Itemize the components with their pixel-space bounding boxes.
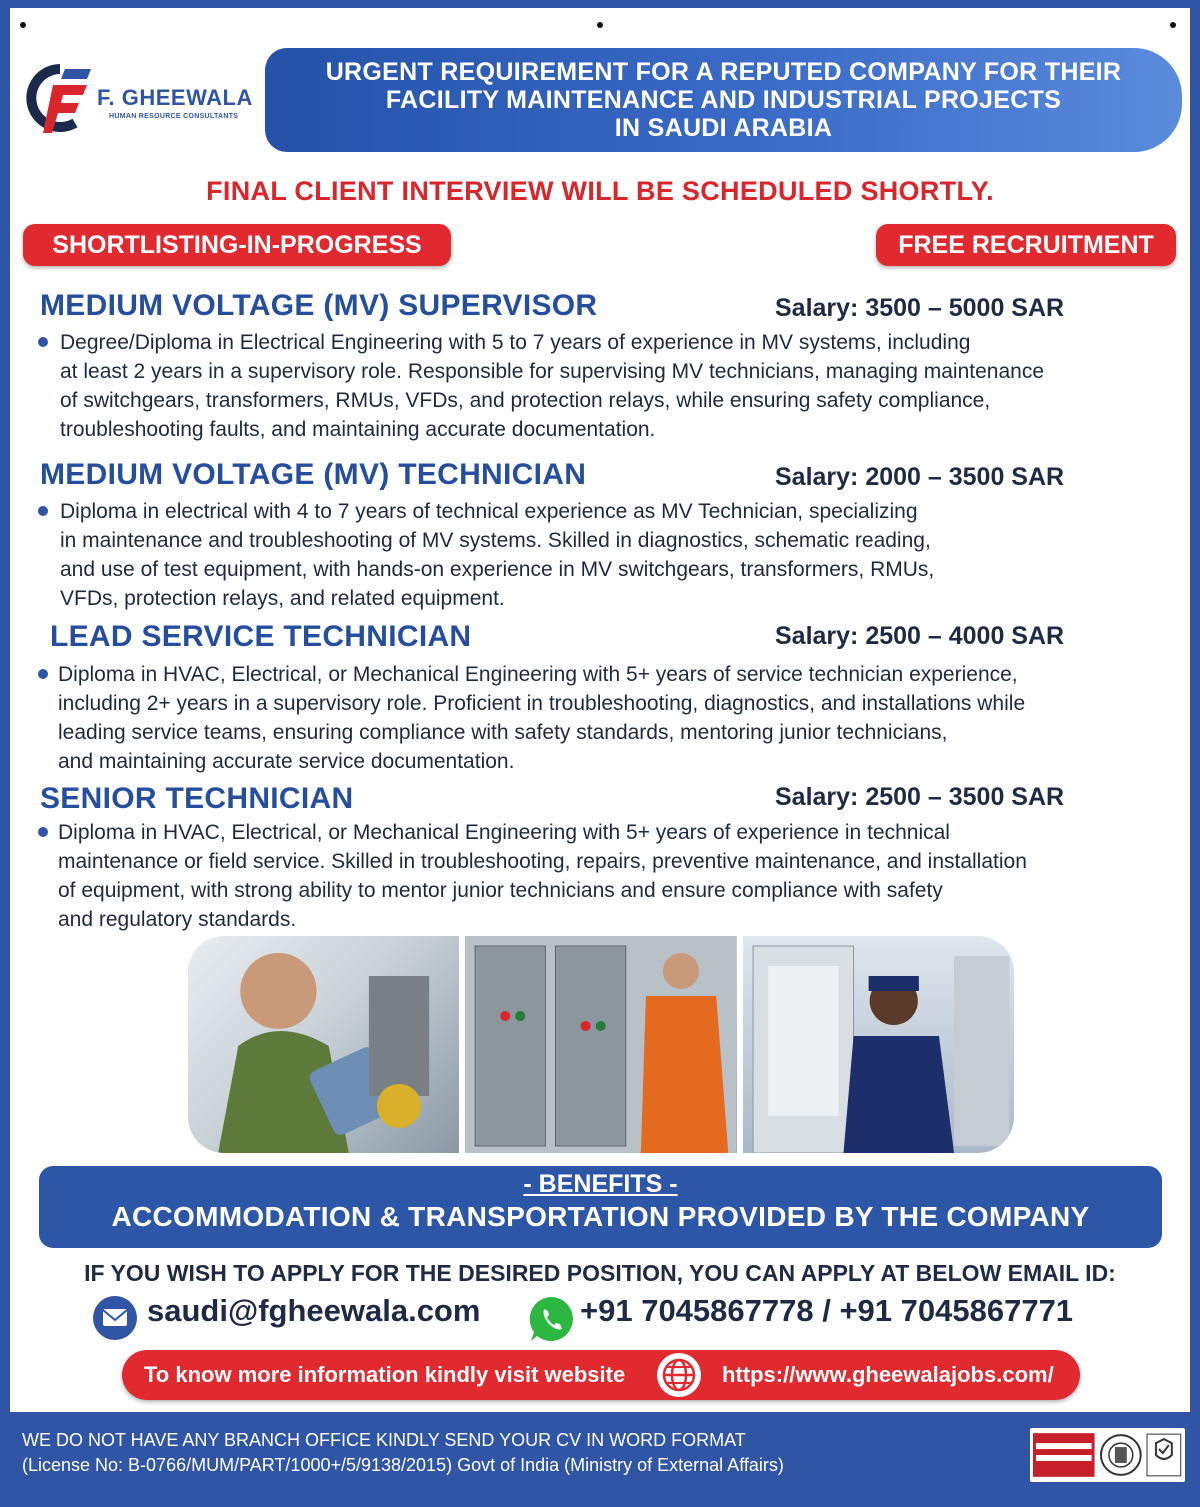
job-description [58, 660, 1025, 776]
apply-instruction: IF YOU WISH TO APPLY FOR THE DESIRED POSITION, YOU CAN APPLY AT BELOW EMAIL ID: [84, 1260, 1116, 1286]
header-line-2: FACILITY MAINTENANCE AND INDUSTRIAL PROJECTS [385, 86, 1062, 114]
ukas-mark-icon [1146, 1433, 1182, 1477]
bullet-icon [38, 337, 48, 347]
description-line: including 2+ years in a supervisory role. Proficient in troubleshooting, diagnostics, and installations while [58, 692, 1026, 715]
photo-electrician-panel [743, 936, 1014, 1153]
iso-certificate-icon [1033, 1433, 1095, 1477]
benefits-heading: - BENEFITS - [523, 1170, 678, 1198]
job-salary: Salary: 2500 – 4000 SAR [775, 622, 1065, 650]
corner-dot-right [1170, 22, 1176, 28]
bullet-icon [38, 506, 48, 516]
description-line: of equipment, with strong ability to mentor junior technicians and ensure compliance with safety [58, 879, 943, 902]
header-line-3: IN SAUDI ARABIA [614, 114, 833, 142]
phone-numbers[interactable]: +91 7045867778 / +91 7045867771 [580, 1293, 1074, 1328]
envelope-icon [92, 1295, 138, 1341]
photo-technician-machine [188, 936, 459, 1153]
free-recruitment-badge: FREE RECRUITMENT [876, 224, 1176, 266]
poster [10, 8, 1190, 1412]
description-line: Degree/Diploma in Electrical Engineering with 5 to 7 years of experience in MV systems, including [60, 331, 971, 354]
website-link[interactable]: https://www.gheewalajobs.com/ [722, 1362, 1054, 1387]
job-description [60, 497, 934, 613]
description-line: of switchgears, transformers, RMUs, VFDs, and protection relays, while ensuring safety compliance, [60, 389, 991, 412]
description-line: and maintaining accurate service documentation. [58, 750, 515, 773]
bullet-icon [38, 827, 48, 837]
certification-badges [1030, 1428, 1185, 1482]
shortlisting-badge: SHORTLISTING-IN-PROGRESS [23, 224, 451, 266]
header-line-1: URGENT REQUIREMENT FOR A REPUTED COMPANY FOR THEIR [325, 58, 1122, 86]
description-line: in maintenance and troubleshooting of MV systems. Skilled in diagnostics, schematic reading, [60, 529, 931, 552]
benefits-box [39, 1166, 1162, 1248]
description-line: at least 2 years in a supervisory role. Responsible for supervising MV technicians, managing maintenance [60, 360, 1045, 383]
job-title: LEAD SERVICE TECHNICIAN [50, 620, 472, 653]
corner-dot-center [597, 22, 603, 28]
description-line: leading service teams, ensuring compliance with safety standards, mentoring junior technicians, [58, 721, 948, 744]
email-link[interactable]: saudi@fgheewala.com [147, 1293, 481, 1328]
description-line: Diploma in HVAC, Electrical, or Mechanical Engineering with 5+ years of service technician experience, [58, 663, 1018, 686]
job-title: MEDIUM VOLTAGE (MV) TECHNICIAN [40, 458, 587, 491]
logo-tagline: HUMAN RESOURCE CONSULTANTS [109, 113, 239, 120]
photo-switchgear-panel [465, 936, 736, 1153]
corner-dot-left [20, 22, 26, 28]
logo-mark-icon [25, 63, 95, 133]
footer-line-2: (License No: B-0766/MUM/PART/1000+/5/9138/2015) Govt of India (Ministry of External Affairs) [22, 1455, 784, 1475]
whatsapp-icon [527, 1294, 577, 1344]
website-banner [122, 1350, 1080, 1400]
bureau-veritas-seal-icon [1099, 1433, 1143, 1477]
description-line: maintenance or field service. Skilled in troubleshooting, repairs, preventive maintenance, and installation [58, 850, 1027, 873]
header-banner [265, 48, 1182, 152]
job-description [60, 328, 1044, 444]
job-salary: Salary: 2500 – 3500 SAR [775, 783, 1065, 811]
benefits-text: ACCOMMODATION & TRANSPORTATION PROVIDED BY THE COMPANY [111, 1201, 1090, 1232]
bullet-icon [38, 669, 48, 679]
website-prompt: To know more information kindly visit website [144, 1362, 626, 1387]
globe-icon [655, 1351, 703, 1399]
job-salary: Salary: 3500 – 5000 SAR [775, 294, 1065, 322]
description-line: and regulatory standards. [58, 908, 297, 931]
description-line: troubleshooting faults, and maintaining accurate documentation. [60, 418, 656, 441]
interview-notice: FINAL CLIENT INTERVIEW WILL BE SCHEDULED SHORTLY. [206, 176, 994, 206]
job-description [58, 818, 1027, 934]
logo-name: F. GHEEWALA [97, 85, 253, 110]
footer-line-1: WE DO NOT HAVE ANY BRANCH OFFICE KINDLY SEND YOUR CV IN WORD FORMAT [22, 1430, 746, 1450]
footer [22, 1428, 784, 1478]
job-title: SENIOR TECHNICIAN [40, 782, 354, 815]
company-logo [25, 63, 265, 148]
description-line: VFDs, protection relays, and related equipment. [60, 587, 505, 610]
photo-strip [188, 936, 1014, 1153]
description-line: Diploma in electrical with 4 to 7 years of technical experience as MV Technician, specializing [60, 500, 918, 523]
description-line: Diploma in HVAC, Electrical, or Mechanical Engineering with 5+ years of experience in technical [58, 821, 950, 844]
description-line: and use of test equipment, with hands-on experience in MV switchgears, transformers, RMUs, [60, 558, 935, 581]
job-title: MEDIUM VOLTAGE (MV) SUPERVISOR [40, 289, 598, 322]
job-salary: Salary: 2000 – 3500 SAR [775, 463, 1065, 491]
